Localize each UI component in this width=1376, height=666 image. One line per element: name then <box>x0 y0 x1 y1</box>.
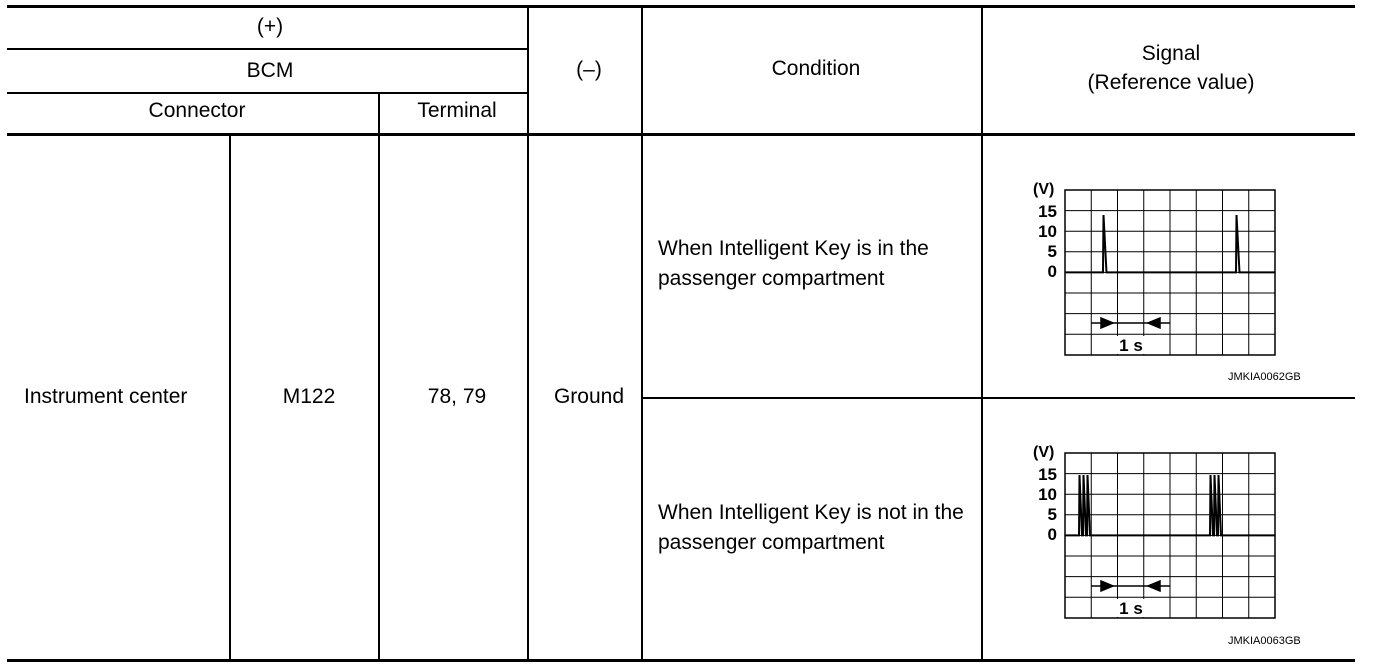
header-rule-2 <box>7 92 529 94</box>
time-scale-label: 1 s <box>1119 336 1143 355</box>
y-tick-5: 5 <box>1047 505 1057 524</box>
time-scale-arrows <box>1091 581 1170 591</box>
header-connector: Connector <box>148 99 246 122</box>
y-tick-0: 0 <box>1047 262 1057 281</box>
header-signal: Signal <box>1141 42 1201 65</box>
y-tick-0: 0 <box>1047 525 1057 544</box>
waveform-key-not-in-cabin <box>1025 441 1285 621</box>
header-rule-1 <box>7 48 529 50</box>
table-top-rule <box>7 5 1355 8</box>
y-tick-10: 10 <box>1038 222 1057 241</box>
waveform-unit-label: (V) <box>1033 181 1055 198</box>
ground-cell: Ground <box>553 385 625 408</box>
waveform-unit-label: (V) <box>1033 444 1055 461</box>
col-divider-condition <box>641 6 643 661</box>
condition-key-in-cabin: When Intelligent Key is in the passenger compartment <box>658 237 929 290</box>
terminal-cell: 78, 79 <box>427 385 487 408</box>
figure-id-2: JMKIA0063GB <box>1228 635 1301 647</box>
col-divider-minus <box>527 6 529 661</box>
y-tick-15: 15 <box>1038 465 1057 484</box>
header-bottom-rule <box>7 133 1355 136</box>
connector-number-cell: M122 <box>282 385 336 408</box>
figure-id-1: JMKIA0062GB <box>1228 371 1301 383</box>
col-divider-signal <box>981 6 983 661</box>
y-tick-5: 5 <box>1047 242 1057 261</box>
time-scale-arrows <box>1091 318 1170 328</box>
header-minus: (–) <box>576 58 602 81</box>
header-bcm: BCM <box>246 59 294 82</box>
waveform-key-in-cabin <box>1025 178 1285 358</box>
connector-name-cell: Instrument center <box>24 385 188 408</box>
header-terminal: Terminal <box>417 99 497 122</box>
header-reference-value: (Reference value) <box>1087 71 1255 94</box>
condition-divider-rule <box>642 397 1355 399</box>
y-tick-15: 15 <box>1038 202 1057 221</box>
condition-key-not-in-cabin: When Intelligent Key is not in the passenger compartment <box>658 501 964 554</box>
header-condition: Condition <box>771 57 861 80</box>
col-divider-terminal <box>378 92 380 661</box>
header-plus: (+) <box>256 15 284 38</box>
y-tick-10: 10 <box>1038 485 1057 504</box>
time-scale-label: 1 s <box>1119 599 1143 618</box>
table-bottom-rule <box>7 659 1355 662</box>
col-divider-connector <box>229 135 231 661</box>
